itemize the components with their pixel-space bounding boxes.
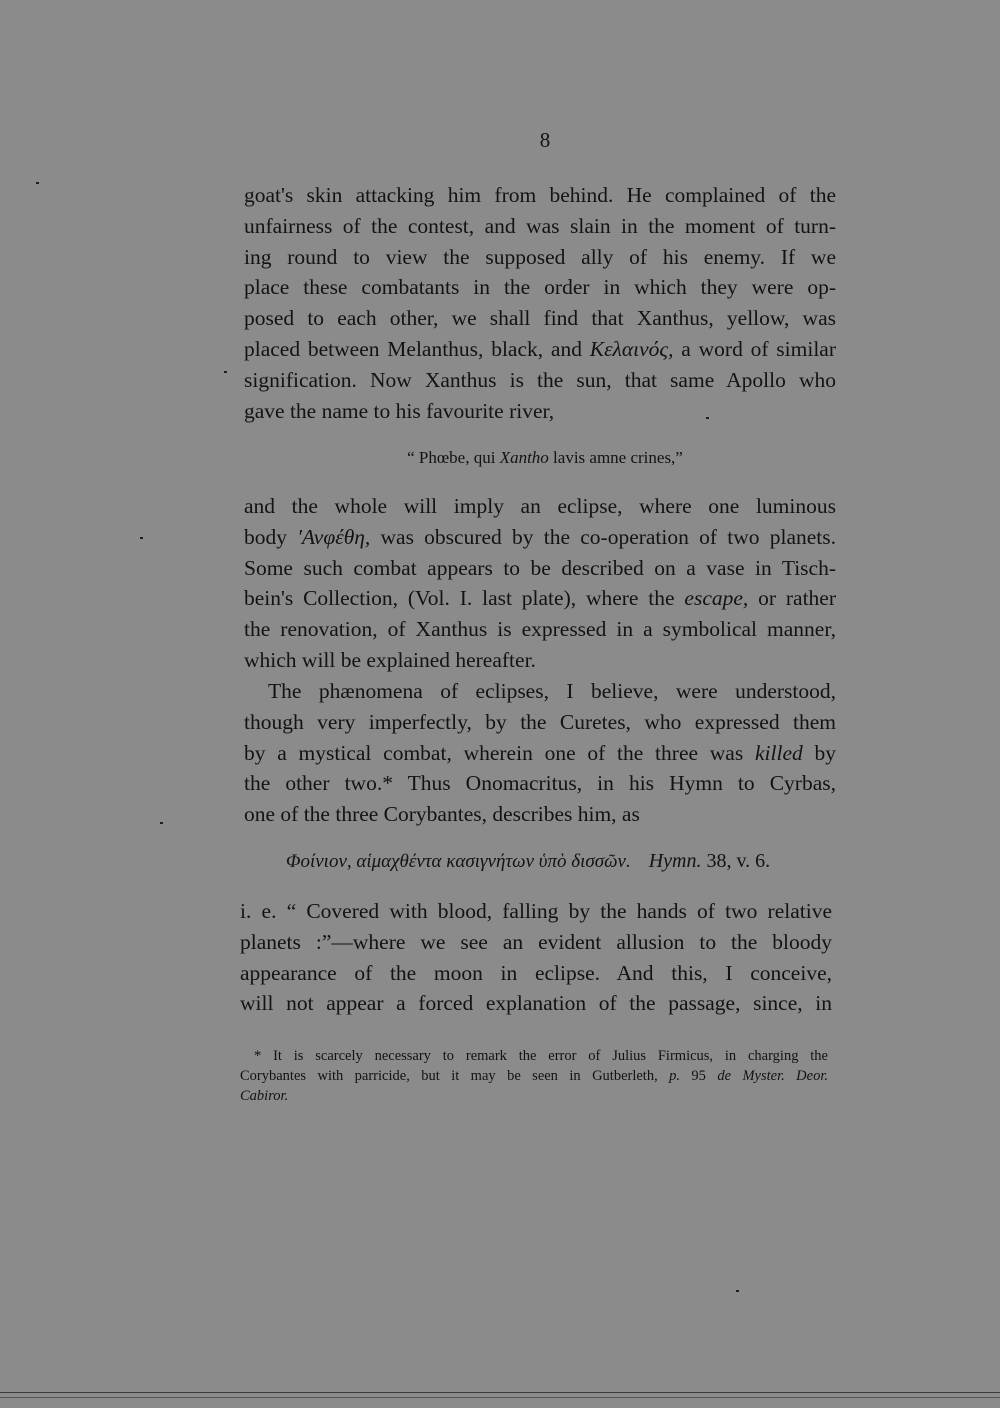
text-line: The phænomena of eclipses, I believe, were understood,: [268, 679, 836, 703]
paragraph-2: [244, 491, 836, 676]
hymn-citation: Hymn. 38, v. 6.: [648, 850, 771, 872]
text-line: placed between Melanthus, black, and Κελαινός, a word of similar: [244, 336, 836, 361]
greek-verse: [286, 850, 770, 873]
scan-speck: [36, 182, 39, 184]
page-number: 8: [539, 128, 551, 152]
scan-speck: [736, 1290, 739, 1292]
footnote: [240, 1046, 828, 1106]
text-line: bein's Collection, (Vol. I. last plate), where the escape, or rather: [244, 586, 836, 611]
paragraph-4: [240, 896, 832, 1019]
text-line: i. e. “ Covered with blood, falling by the hands of two relative: [240, 899, 832, 923]
footnote-line: Corybantes with parricide, but it may be seen in Gutberleth, p. 95 de Myster. Deor.: [240, 1068, 828, 1084]
scan-speck: [706, 417, 709, 419]
greek-word: Κελαινός,: [589, 336, 674, 361]
text-line: the renovation, of Xanthus is expressed in a symbolical manner,: [244, 617, 836, 642]
text-line: the other two.* Thus Onomacritus, in his Hymn to Cyrbas,: [244, 771, 836, 796]
scan-speck: [224, 371, 227, 373]
paragraph-1: [244, 180, 836, 426]
text-line: place these combatants in the order in which they were op-: [244, 275, 836, 300]
scan-edge-line: [0, 1392, 1000, 1393]
greek-word: 'Ανφέθη,: [297, 524, 371, 549]
text-line: goat's skin attacking him from behind. He complained of the: [244, 183, 836, 207]
footnote-line: Cabiror.: [240, 1088, 289, 1104]
footnote-line: * It is scarcely necessary to remark the error of Julius Firmicus, in charging the: [254, 1048, 828, 1064]
text-line: body 'Ανφέθη, was obscured by the co-operation of two planets.: [244, 524, 836, 549]
text-line: Some such combat appears to be described on a vase in Tisch-: [244, 555, 836, 580]
scan-edge-line: [0, 1397, 1000, 1398]
text-line: will not appear a forced explanation of the passage, since, in: [240, 991, 832, 1016]
text-line: planets :”—where we see an evident allusion to the bloody: [240, 929, 832, 954]
paragraph-3: [244, 676, 836, 830]
text-line: one of the three Corybantes, describes him, as: [244, 802, 640, 827]
text-line: appearance of the moon in eclipse. And this, I conceive,: [240, 960, 832, 985]
text-line: and the whole will imply an eclipse, where one luminous: [244, 494, 836, 518]
text-line: gave the name to his favourite river,: [244, 398, 555, 423]
greek-verse-text: Φοίνιον, αἱμαχθέντα κασιγνήτων ὑπὸ δισσῶν.: [286, 851, 631, 872]
text-line: signification. Now Xanthus is the sun, that same Apollo who: [244, 367, 836, 392]
latin-quotation: “ Phœbe, qui Xantho lavis amne crines,”: [407, 448, 683, 467]
text-line: though very imperfectly, by the Curetes, who expressed them: [244, 709, 836, 734]
text-line: by a mystical combat, wherein one of the three was killed by: [244, 740, 837, 765]
text-line: which will be explained hereafter.: [244, 647, 536, 672]
text-line: ing round to view the supposed ally of his enemy. If we: [244, 244, 836, 269]
scan-speck: [160, 822, 163, 824]
text-line: posed to each other, we shall find that Xanthus, yellow, was: [244, 306, 836, 331]
scan-speck: [140, 537, 143, 539]
text-line: unfairness of the contest, and was slain in the moment of turn-: [244, 213, 836, 238]
